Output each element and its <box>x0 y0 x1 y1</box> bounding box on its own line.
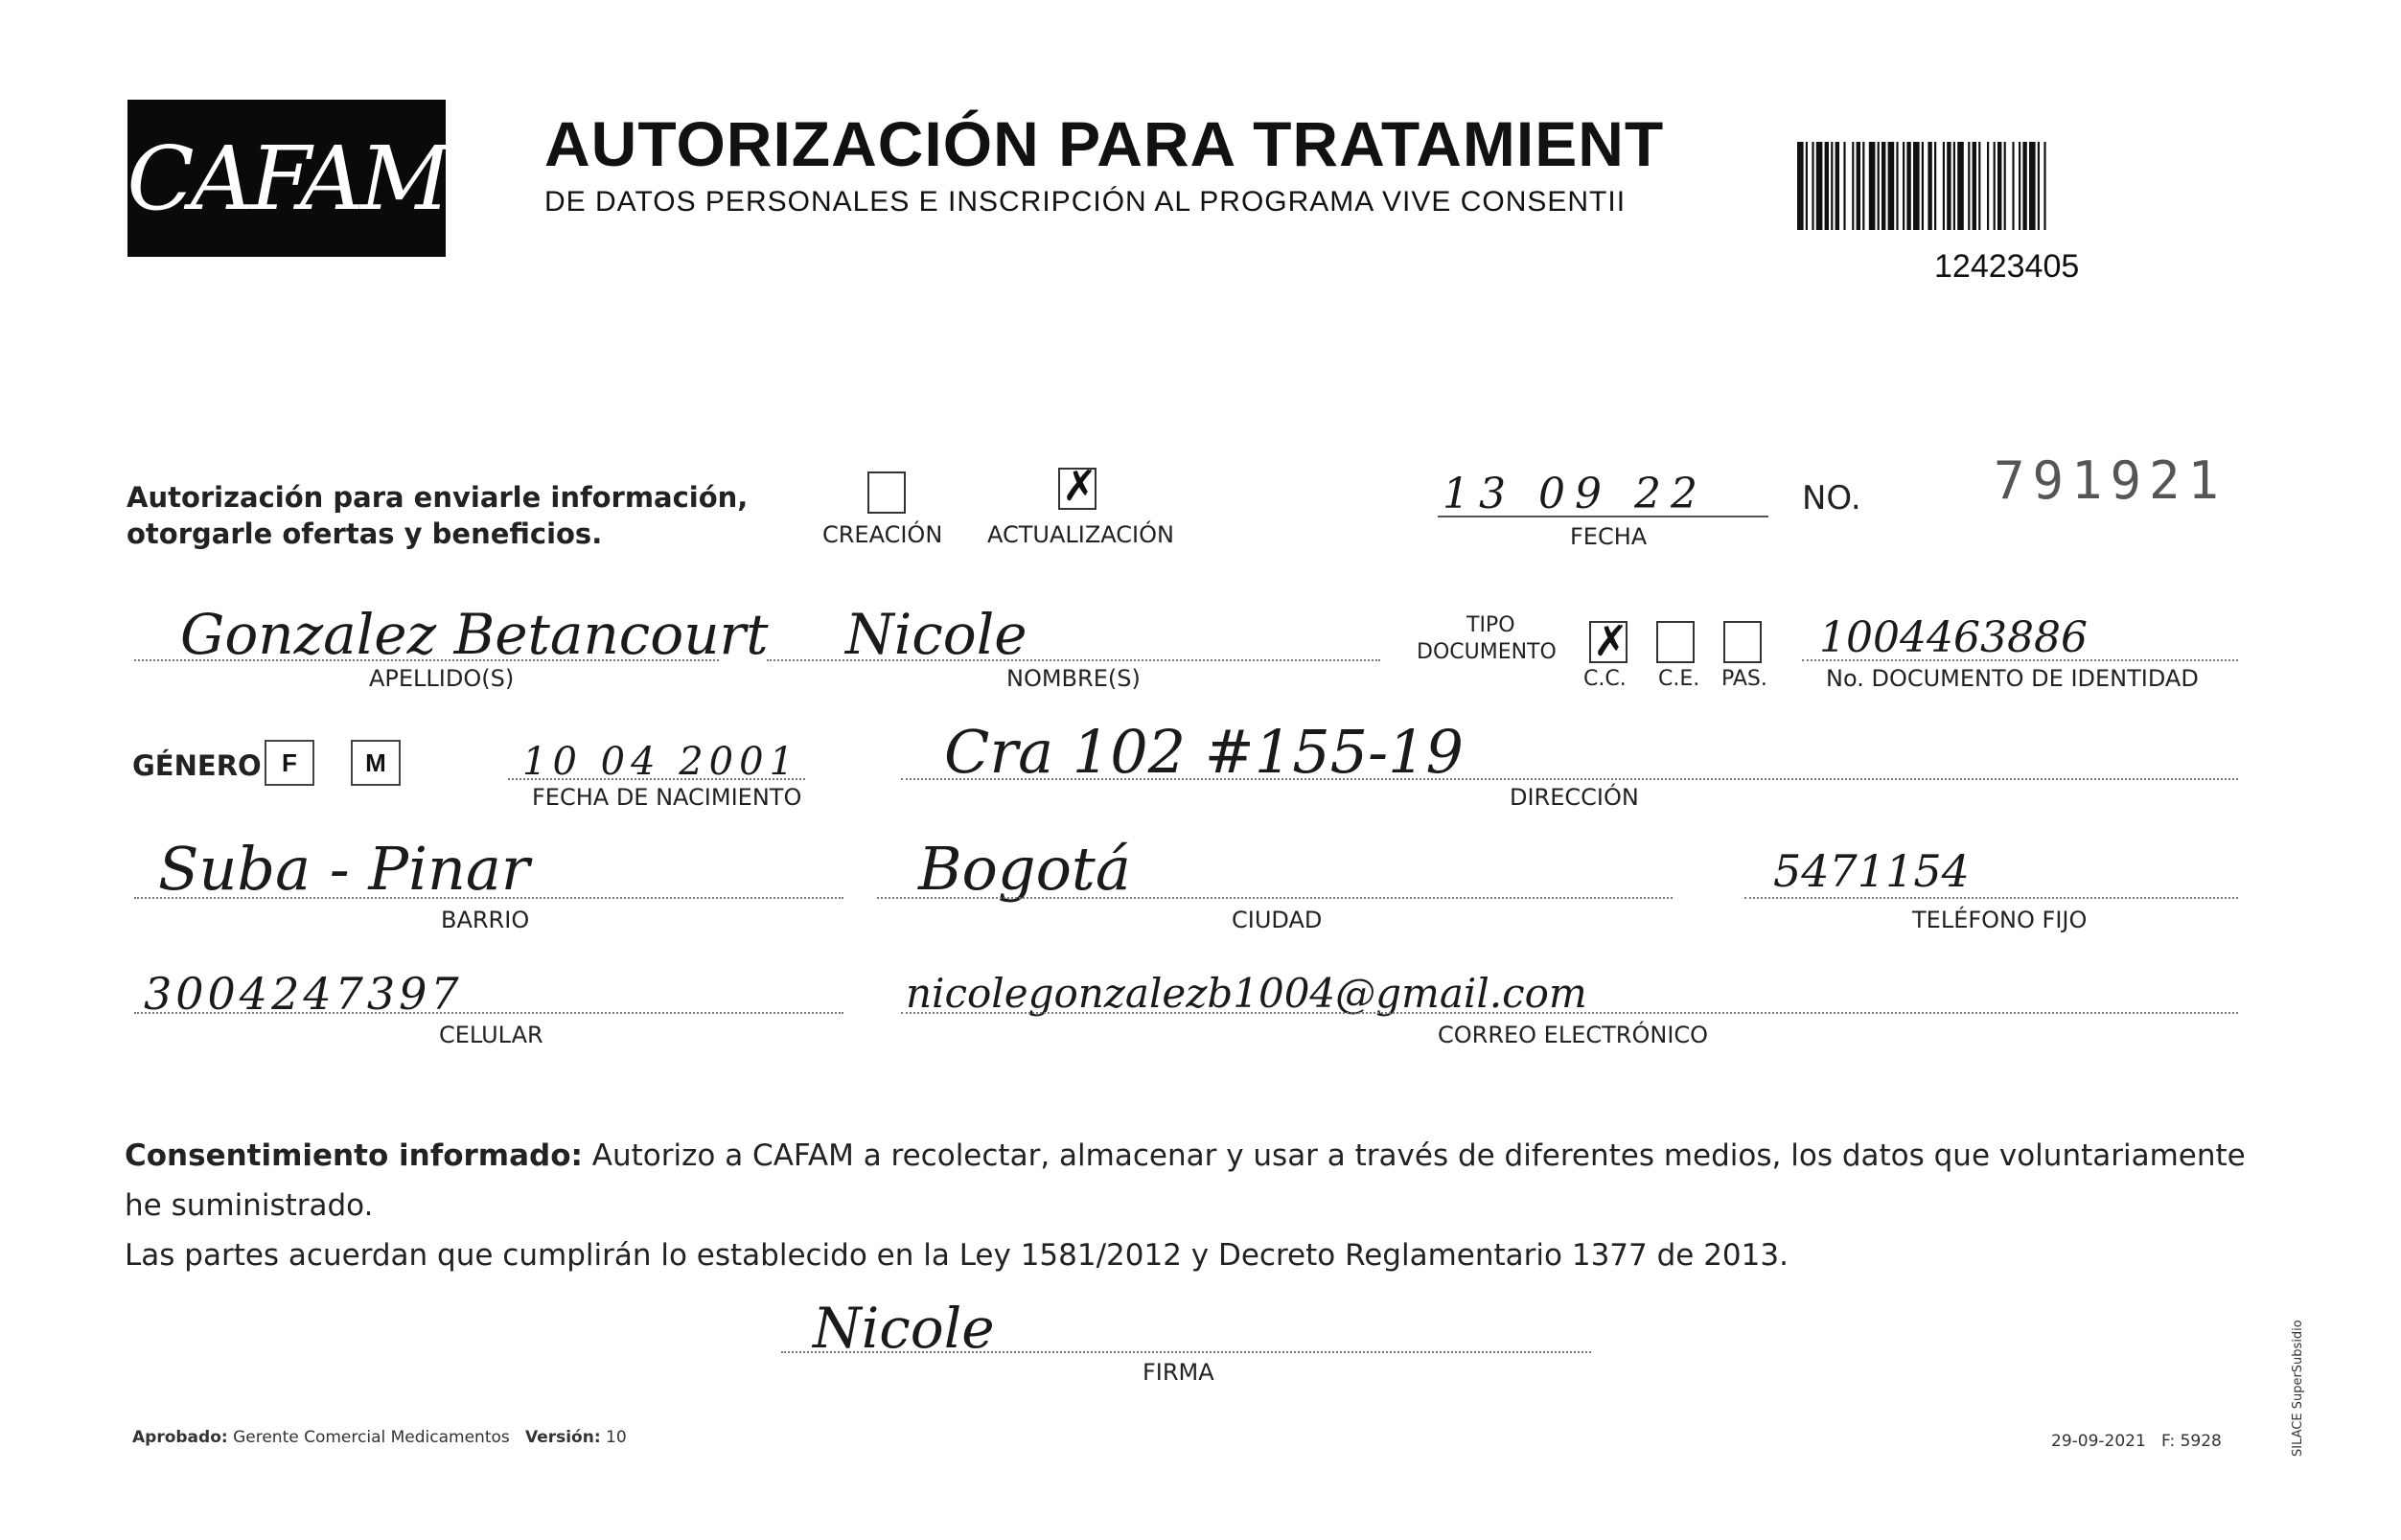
version-value: 10 <box>606 1428 627 1447</box>
barcode-bar <box>1857 142 1860 230</box>
direccion-label: DIRECCIÓN <box>1510 784 1639 811</box>
barcode-bar <box>1922 142 1924 230</box>
aprobado-value: Gerente Comercial Medicamentos <box>233 1428 510 1447</box>
telefono-label: TELÉFONO FIJO <box>1912 907 2088 933</box>
barcode-bar <box>1994 142 1996 230</box>
cc-label: C.C. <box>1583 667 1627 691</box>
form-title: AUTORIZACIÓN PARA TRATAMIENT <box>544 108 1665 179</box>
genero-f-box[interactable]: F <box>265 740 314 786</box>
barcode-bar <box>1843 142 1845 230</box>
consent-heading: Consentimiento informado: <box>125 1138 583 1173</box>
apellidos-value: Gonzalez Betancourt <box>180 602 769 667</box>
celular-label: CELULAR <box>439 1022 543 1048</box>
barcode-bar <box>1825 142 1829 230</box>
barcode-bar <box>1812 142 1813 230</box>
fecha-value: 13 09 22 <box>1443 470 1707 518</box>
barcode-bar <box>1831 142 1833 230</box>
barcode-bar <box>2012 142 2014 230</box>
barcode-bar <box>1852 142 1854 230</box>
ce-checkbox[interactable] <box>1656 621 1695 663</box>
nombres-value: Nicole <box>845 602 1027 667</box>
version-label: Versión: <box>524 1428 601 1447</box>
barrio-label: BARRIO <box>441 907 530 933</box>
barcode-bar <box>1906 142 1910 230</box>
barcode-bar <box>1903 142 1905 230</box>
auth-text-line1: Autorización para enviarle información, <box>127 481 749 514</box>
genero-label: GÉNERO <box>132 749 262 782</box>
barcode-bar <box>2004 142 2006 230</box>
barcode-bar <box>1869 142 1876 230</box>
barcode-bar <box>1943 142 1945 230</box>
actualizacion-check-mark: ✗ <box>1062 462 1097 511</box>
ciudad-value: Bogotá <box>918 834 1131 904</box>
barcode-bar <box>2022 142 2026 230</box>
form-subtitle: DE DATOS PERSONALES E INSCRIPCIÓN AL PROGRAMA VIVE CONSENTII <box>544 186 1627 218</box>
barcode-bar <box>1806 142 1808 230</box>
footer-approval <box>132 1428 627 1447</box>
cafam-logo: CAFAM <box>127 100 446 257</box>
footer-date-code <box>2051 1432 2222 1451</box>
barcode-number: 12423405 <box>1934 248 2080 285</box>
footer-date: 29-09-2021 <box>2051 1432 2146 1451</box>
consent-text-2: Las partes acuerdan que cumplirán lo establecido en la Ley 1581/2012 y Decreto Reglamentario 1377 de 2013. <box>125 1238 1789 1273</box>
barcode-bar <box>2019 142 2020 230</box>
barcode-bar <box>1978 142 1980 230</box>
aprobado-label: Aprobado: <box>132 1428 228 1447</box>
barcode-bar <box>1928 142 1931 230</box>
barcode-bar <box>1953 142 1955 230</box>
cc-check-mark: ✗ <box>1593 617 1628 666</box>
barcode-bar <box>1862 142 1864 230</box>
barcode-bar <box>1896 142 1898 230</box>
barcode-bar <box>1987 142 1989 230</box>
nacimiento-label: FECHA DE NACIMIENTO <box>532 784 802 811</box>
genero-m-box[interactable]: M <box>351 740 401 786</box>
ciudad-label: CIUDAD <box>1232 907 1323 933</box>
documento-value: 1004463886 <box>1819 613 2088 662</box>
consent-text-1: Autorizo a CAFAM a recolectar, almacenar y usar a través de diferentes medios, los datos que voluntariamente he suministrado. <box>125 1138 2246 1223</box>
auth-text-line2: otorgarle ofertas y beneficios. <box>127 517 603 550</box>
pas-checkbox[interactable] <box>1723 621 1762 663</box>
side-text: SILACE SuperSubsidio <box>2291 1320 2305 1457</box>
correo-value: nicolegonzalezb1004@gmail.com <box>906 970 1587 1017</box>
barcode-bar <box>1957 142 1964 230</box>
barcode-bar <box>1934 142 1936 230</box>
barcode-image <box>1797 142 2185 230</box>
no-label: NO. <box>1802 479 1861 517</box>
barcode-bar <box>1882 142 1885 230</box>
footer-form-code: F: 5928 <box>2161 1432 2222 1451</box>
creacion-checkbox[interactable] <box>867 471 906 514</box>
barcode-bar <box>1997 142 2001 230</box>
nombres-label: NOMBRE(S) <box>1006 665 1141 692</box>
nacimiento-value: 10 04 2001 <box>522 740 800 784</box>
barcode-bar <box>2029 142 2036 230</box>
barcode-bar <box>1878 142 1880 230</box>
tipo-label-2: DOCUMENTO <box>1417 640 1557 664</box>
barcode-bar <box>1797 142 1804 230</box>
signature-label: FIRMA <box>1143 1359 1214 1386</box>
barcode-bar <box>2038 142 2040 230</box>
no-value: 791921 <box>1994 450 2228 511</box>
barrio-value: Suba - Pinar <box>158 834 530 904</box>
barcode-bar <box>1888 142 1895 230</box>
barcode-bar <box>1913 142 1920 230</box>
telefono-value: 5471154 <box>1773 845 1970 897</box>
apellidos-label: APELLIDO(S) <box>369 665 515 692</box>
ce-label: C.E. <box>1658 667 1700 691</box>
consent-paragraph <box>125 1131 2252 1280</box>
barcode-bar <box>1835 142 1839 230</box>
celular-value: 3004247397 <box>144 968 463 1020</box>
barcode-bar <box>1816 142 1823 230</box>
supersubsidio-side-mark <box>2291 1246 2314 1457</box>
creacion-label: CREACIÓN <box>822 521 943 548</box>
tipo-label-1: TIPO <box>1466 613 1515 637</box>
barcode-bar <box>1968 142 1970 230</box>
actualizacion-label: ACTUALIZACIÓN <box>987 521 1174 548</box>
fecha-label: FECHA <box>1570 523 1648 550</box>
barcode-bar <box>1973 142 1976 230</box>
direccion-value: Cra 102 #155-19 <box>944 717 1464 787</box>
correo-label: CORREO ELECTRÓNICO <box>1438 1022 1709 1048</box>
documento-label: No. DOCUMENTO DE IDENTIDAD <box>1826 665 2199 692</box>
signature-value: Nicole <box>813 1296 995 1361</box>
barcode-bar <box>1947 142 1951 230</box>
pas-label: PAS. <box>1721 667 1767 691</box>
barcode-bar <box>2043 142 2045 230</box>
